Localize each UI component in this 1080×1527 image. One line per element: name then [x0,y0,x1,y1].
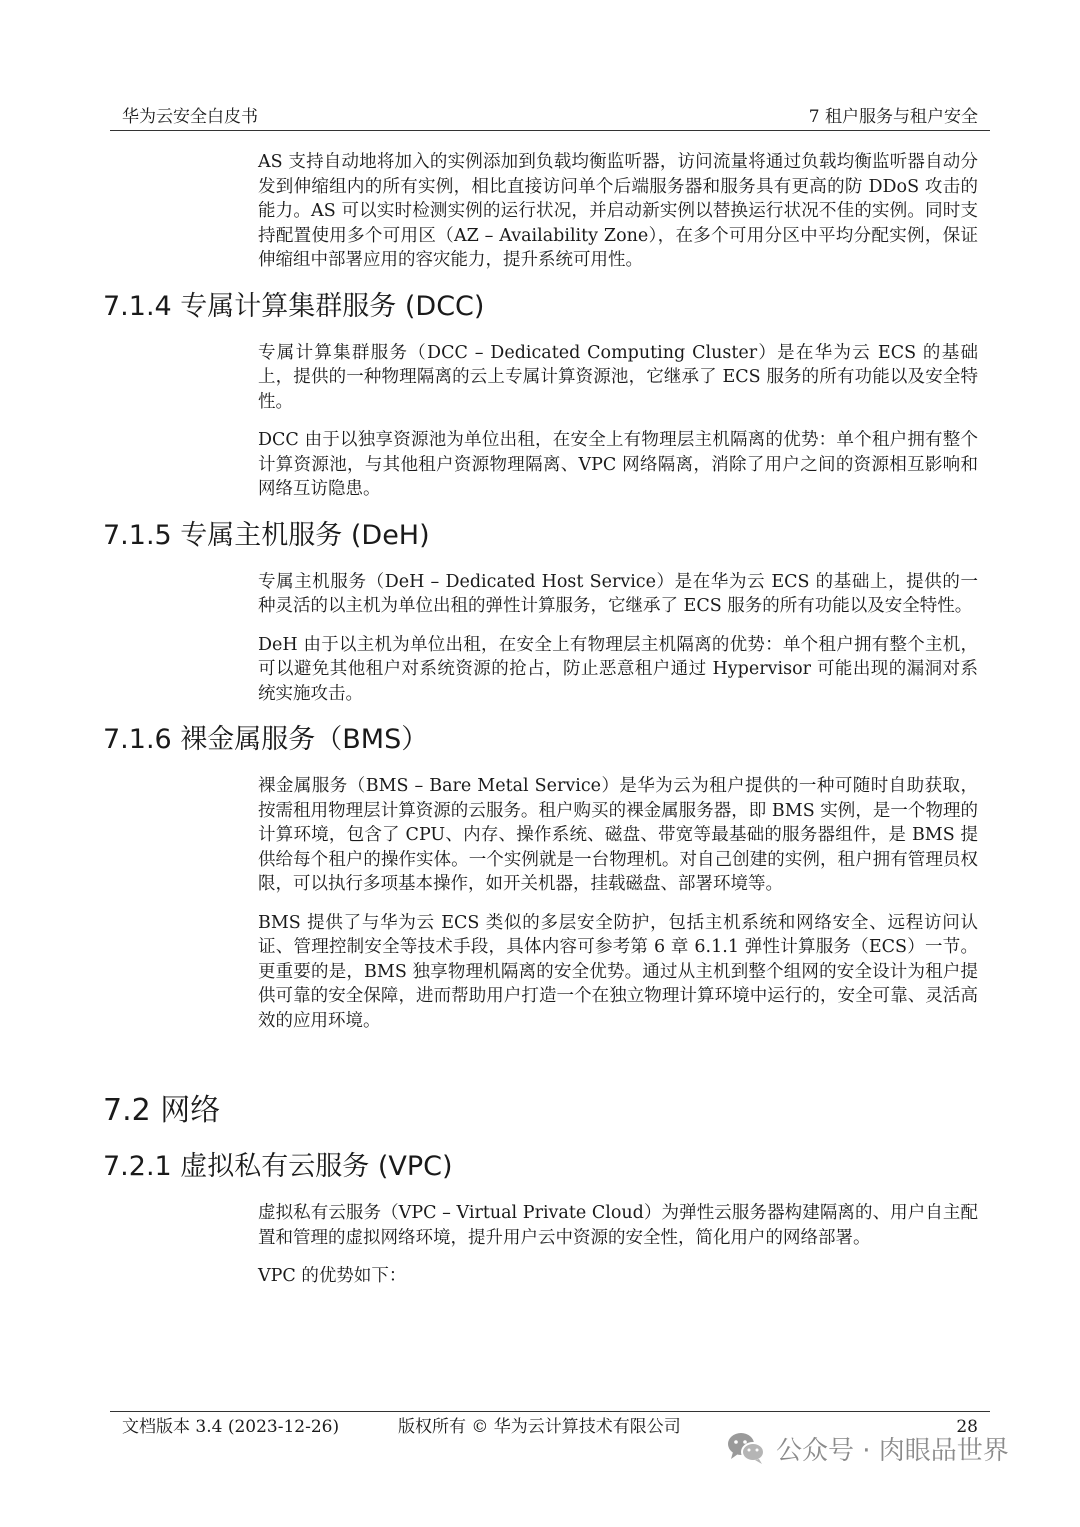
paragraph-deh-intro: 专属主机服务（DeH – Dedicated Host Service）是在华为云 ECS 的基础上，提供的一种灵活的以主机为单位出租的弹性计算服务，它继承了 ECS 服务的所有功能以及安全特性。 [258,571,978,616]
watermark [726,1428,1009,1468]
footer-version: 文档版本 3.4 (2023-12-26) [122,1417,340,1437]
paragraph-bms-intro: 裸金属服务（BMS – Bare Metal Service）是华为云为租户提供的一种可随时自助获取，按需租用物理层计算资源的云服务。租户购买的裸金属服务器，即 BMS 实例，是一个物理的计算环境，包含了 CPU、内存、操作系统、磁盘、带宽等最基础的服务器组件，是 BMS 提供给每个租户的操作实体。一个实例就是一台物理机。对自己创建的实例，租户拥有管理员权限，可以执行多项基本操作，如开关机器，挂载磁盘、部署环境等。 [258,776,978,894]
section-heading-vpc: 7.2.1 虚拟私有云服务 (VPC) [103,1151,453,1182]
paragraph-bms-security: BMS 提供了与华为云 ECS 类似的多层安全防护，包括主机系统和网络安全、远程访问认证、管理控制安全等技术手段，具体内容可参考第 6 章 6.1.1 弹性计算服务（ECS）一节。更重要的是，BMS 独享物理机隔离的安全优势。通过从主机到整个组网的安全设计为租户提供可靠的安全保障，进而帮助用户打造一个在独立物理计算环境中运行的，安全可靠、灵活高效的应用环境。 [258,912,978,1031]
page-content [100,150,980,1303]
header-chapter-title: 7 租户服务与租户安全 [808,107,978,127]
footer-copyright: 版权所有 © 华为云计算技术有限公司 [398,1417,681,1437]
chapter-heading-network: 7.2 网络 [103,1093,221,1128]
section-heading-dcc: 7.1.4 专属计算集群服务 (DCC) [103,290,485,322]
paragraph-dcc-isolation: DCC 由于以独享资源池为单位出租，在安全上有物理层主机隔离的优势：单个租户拥有整个计算资源池，与其他租户资源物理隔离、VPC 网络隔离，消除了用户之间的资源相互影响和网络互访隐患。 [258,430,978,499]
wechat-icon [726,1431,766,1465]
section-heading-deh: 7.1.5 专属主机服务 (DeH) [103,519,430,551]
paragraph-deh-isolation: DeH 由于以主机为单位出租，在安全上有物理层主机隔离的优势：单个租户拥有整个主机，可以避免其他租户对系统资源的抢占，防止恶意租户通过 Hypervisor 可能出现的漏洞对系统实施攻击。 [258,634,978,704]
paragraph-vpc-advantages: VPC 的优势如下： [258,1266,407,1286]
watermark-text: 公众号 · 肉眼品世界 [776,1435,1009,1466]
footer-page-number: 28 [956,1417,978,1437]
paragraph-dcc-intro: 专属计算集群服务（DCC – Dedicated Computing Cluster）是在华为云 ECS 的基础上，提供的一种物理隔离的云上专属计算资源池，它继承了 ECS 服务的所有功能以及安全特性。 [258,342,978,412]
header-doc-title: 华为云安全白皮书 [122,107,258,127]
paragraph-as: AS 支持自动地将加入的实例添加到负载均衡监听器，访问流量将通过负载均衡监听器自动分发到伸缩组内的所有实例，相比直接访问单个后端服务器和服务具有更高的防 DDoS 攻击的能力。AS 可以实时检测实例的运行状况，并启动新实例以替换运行状况不佳的实例。同时支持配置使用多个可用区（AZ – Availability Zone），在多个可用分区中平均分配实例，保证伸缩组中部署应用的容灾能力，提升系统可用性。 [258,152,978,270]
page-header [110,104,990,131]
section-heading-bms: 7.1.6 裸金属服务（BMS） [103,724,429,755]
paragraph-vpc-intro: 虚拟私有云服务（VPC – Virtual Private Cloud）为弹性云服务器构建隔离的、用户自主配置和管理的虚拟网络环境，提升用户云中资源的安全性，简化用户的网络部署。 [258,1203,978,1248]
